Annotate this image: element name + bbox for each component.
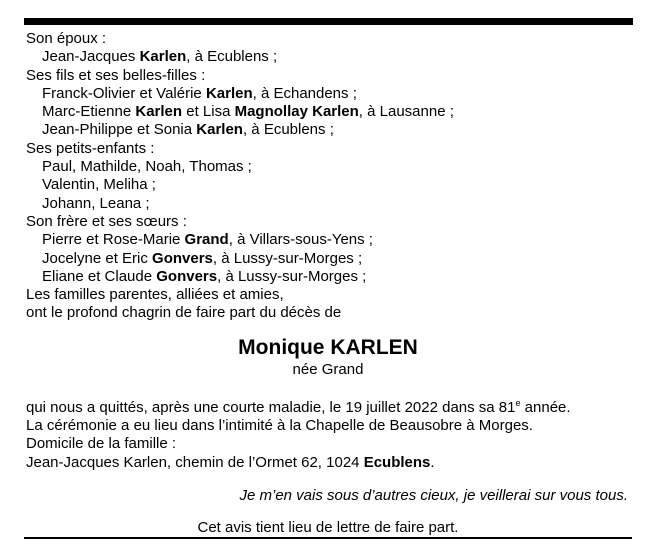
- family-name: Grand: [184, 231, 229, 249]
- bottom-rule: [24, 537, 632, 539]
- notice-line: [26, 213, 630, 231]
- text-segment: Franck-Olivier et Valérie: [42, 84, 206, 102]
- text-segment: Ses petits-enfants :: [26, 139, 155, 157]
- text-segment: Jean-Jacques: [42, 48, 140, 66]
- notice-line: [26, 231, 630, 249]
- text-segment: Jean-Philippe et Sonia: [42, 121, 197, 139]
- text-segment: Jean-Jacques Karlen, chemin de l’Ormet 62, 1024: [26, 453, 364, 471]
- notice-line: [26, 435, 630, 453]
- text-segment: Valentin, Meliha ;: [42, 176, 156, 194]
- text-segment: Pierre et Rose-Marie: [42, 231, 185, 249]
- notice-line: [26, 48, 630, 66]
- notice-line: [26, 176, 630, 194]
- notice-line: [26, 250, 630, 268]
- notice-line: [26, 195, 630, 213]
- text-segment: Ses fils et ses belles-filles :: [26, 66, 206, 84]
- text-segment: Domicile de la famille :: [26, 435, 177, 453]
- text-segment: , à Lussy-sur-Morges ;: [212, 249, 363, 267]
- notice-content: [26, 30, 630, 538]
- notice-line: [26, 30, 630, 48]
- deceased-title-block: [26, 336, 630, 379]
- text-segment: Les familles parentes, alliées et amies,: [26, 286, 284, 304]
- maiden-name: née Grand: [292, 360, 364, 378]
- text-segment: Jocelyne et Eric: [42, 249, 153, 267]
- text-segment: et Lisa: [182, 103, 235, 121]
- family-name: Ecublens: [363, 453, 431, 471]
- notice-line: [26, 454, 630, 472]
- family-name: Karlen: [139, 48, 187, 66]
- text-segment: Paul, Mathilde, Noah, Thomas ;: [42, 158, 252, 176]
- text-segment: qui nous a quittés, après une courte maladie, le 19 juillet 2022 dans sa 81: [26, 398, 516, 416]
- text-segment: , à Ecublens ;: [186, 48, 278, 66]
- family-name: Gonvers: [156, 267, 218, 285]
- notice-line: [26, 67, 630, 85]
- text-segment: Son époux :: [26, 30, 107, 47]
- family-name: Magnollay Karlen: [234, 103, 359, 121]
- notice-line: [26, 140, 630, 158]
- notice-line: [26, 85, 630, 103]
- text-segment: ont le profond chagrin de faire part du décès de: [26, 304, 342, 322]
- notice-line: [26, 304, 630, 322]
- text-segment: Eliane et Claude: [42, 267, 157, 285]
- text-segment: Son frère et ses sœurs :: [26, 212, 187, 230]
- notice-line: [26, 103, 630, 121]
- notice-line: [26, 417, 630, 435]
- ordinal-superscript: e: [515, 397, 521, 408]
- top-rule: [24, 18, 633, 25]
- closing-statement: Cet avis tient lieu de lettre de faire part.: [197, 519, 459, 537]
- notice-line: [26, 399, 630, 417]
- announcement-section: [26, 399, 630, 472]
- text-segment: , à Echandens ;: [252, 84, 357, 102]
- text-segment: Marc-Etienne: [42, 103, 136, 121]
- notice-line: [26, 286, 630, 304]
- notice-line: [26, 121, 630, 139]
- text-segment: , à Ecublens ;: [242, 121, 334, 139]
- family-name: Gonvers: [152, 249, 213, 267]
- family-name: Karlen: [205, 84, 253, 102]
- family-name: Karlen: [196, 121, 243, 139]
- text-segment: , à Villars-sous-Yens ;: [228, 231, 373, 249]
- notice-line: [26, 268, 630, 286]
- family-name: Karlen: [135, 103, 183, 121]
- text-segment: Johann, Leana ;: [42, 194, 150, 212]
- text-segment: année.: [520, 398, 571, 416]
- family-section: [26, 30, 630, 323]
- text-segment: , à Lussy-sur-Morges ;: [217, 267, 367, 285]
- text-segment: , à Lausanne ;: [358, 103, 454, 121]
- deceased-name: Monique KARLEN: [238, 335, 418, 359]
- text-segment: .: [430, 453, 435, 471]
- notice-line: [26, 158, 630, 176]
- epitaph-quote: Je m’en vais sous d’autres cieux, je veillerai sur vous tous.: [239, 486, 628, 504]
- text-segment: La cérémonie a eu lieu dans l’intimité à la Chapelle de Beausobre à Morges.: [26, 417, 533, 435]
